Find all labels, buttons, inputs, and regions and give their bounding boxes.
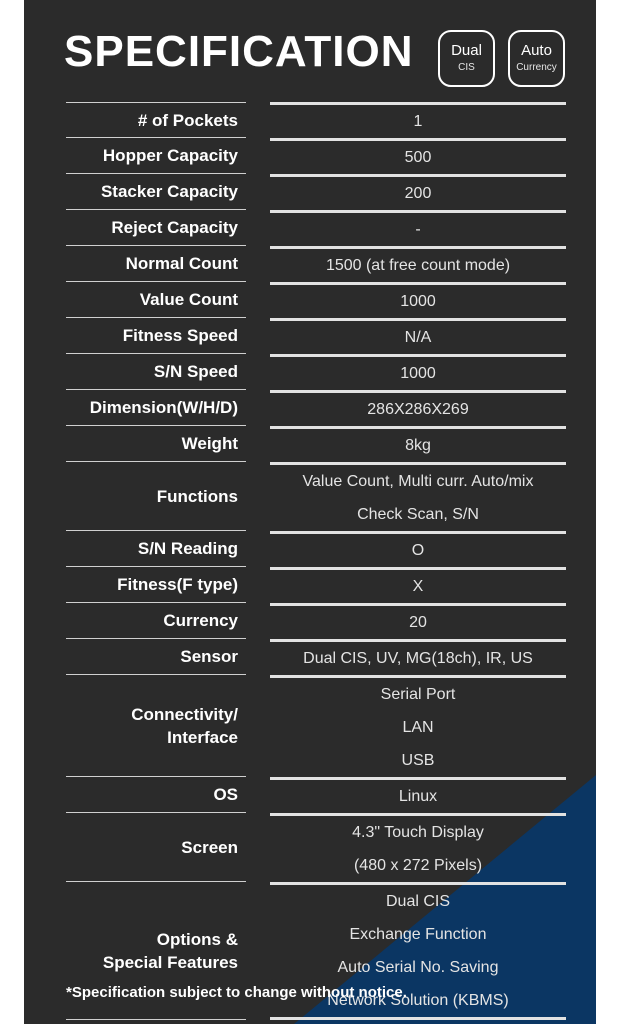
- spec-value: [270, 603, 566, 639]
- spec-value-line: X: [412, 578, 424, 595]
- spec-label-line: Options &: [156, 929, 238, 949]
- spec-row: [66, 639, 566, 675]
- spec-label-line: Functions: [156, 486, 238, 506]
- spec-value: [270, 567, 566, 603]
- spec-row: [66, 138, 566, 174]
- spec-value-line: 286X286X269: [367, 401, 469, 418]
- badge-main: Auto: [521, 42, 552, 59]
- spec-value: [270, 210, 566, 246]
- spec-label-line: Weight: [181, 434, 238, 453]
- spec-value: [270, 462, 566, 531]
- spec-value-line: Dual CIS: [385, 893, 451, 910]
- spec-label: [66, 813, 246, 882]
- spec-label-line: Value Count: [139, 290, 238, 309]
- spec-label-line: Reject Capacity: [111, 218, 238, 237]
- spec-row: [66, 675, 566, 777]
- spec-value-line: 1: [413, 113, 423, 130]
- spec-label: [66, 138, 246, 174]
- spec-label: [66, 246, 246, 282]
- spec-label: [66, 318, 246, 354]
- spec-label: [66, 282, 246, 318]
- page-title: SPECIFICATION: [64, 27, 414, 76]
- spec-value: [270, 102, 566, 138]
- spec-value: [270, 531, 566, 567]
- spec-label-line: Stacker Capacity: [100, 182, 238, 201]
- auto-currency-badge: [508, 30, 565, 87]
- spec-label: [66, 102, 246, 138]
- spec-label: [66, 210, 246, 246]
- spec-label-line: Sensor: [180, 647, 238, 666]
- spec-value-line: 1000: [400, 365, 436, 382]
- spec-row: [66, 531, 566, 567]
- spec-value: [270, 426, 566, 462]
- spec-value-line: Auto Serial No. Saving: [337, 959, 499, 976]
- spec-value: [270, 318, 566, 354]
- spec-value-line: O: [411, 542, 425, 559]
- spec-value-line: Dual CIS, UV, MG(18ch), IR, US: [303, 650, 533, 667]
- spec-row: [66, 462, 566, 531]
- spec-row: [66, 210, 566, 246]
- spec-row: [66, 603, 566, 639]
- spec-value: [270, 174, 566, 210]
- spec-row: [66, 567, 566, 603]
- spec-value-line: Linux: [398, 788, 438, 805]
- spec-value-line: 1000: [400, 293, 436, 310]
- spec-value: [270, 777, 566, 813]
- spec-label: [66, 354, 246, 390]
- spec-value: [270, 675, 566, 777]
- spec-label-line: Normal Count: [125, 254, 238, 273]
- spec-label: [66, 390, 246, 426]
- spec-label: [66, 675, 246, 777]
- dual-cis-badge: [438, 30, 495, 87]
- spec-label: [66, 603, 246, 639]
- spec-value-line: 8kg: [405, 437, 431, 454]
- spec-value: [270, 639, 566, 675]
- spec-value: [270, 813, 566, 882]
- spec-row: [66, 318, 566, 354]
- spec-value-line: 200: [404, 185, 432, 202]
- spec-panel: [24, 0, 596, 1024]
- spec-value-line: 1500 (at free count mode): [325, 257, 511, 274]
- spec-value-line: 20: [409, 614, 427, 631]
- badge-main: Dual: [451, 42, 482, 59]
- spec-table: [66, 102, 566, 1020]
- spec-row: [66, 813, 566, 882]
- spec-value: [270, 138, 566, 174]
- spec-value-line: N/A: [404, 329, 432, 346]
- spec-value-line: 500: [404, 149, 432, 166]
- spec-value-line: USB: [401, 752, 435, 769]
- spec-value-line: (480 x 272 Pixels): [353, 857, 483, 874]
- spec-label-line: Screen: [181, 837, 238, 857]
- spec-value-line: Check Scan, S/N: [357, 506, 479, 523]
- spec-label: [66, 639, 246, 675]
- spec-label: [66, 567, 246, 603]
- spec-value: [270, 390, 566, 426]
- spec-value: [270, 246, 566, 282]
- footnote: *Specification subject to change without notice.: [66, 984, 407, 1001]
- spec-value-line: -: [415, 221, 421, 238]
- spec-value-line: Value Count, Multi curr. Auto/mix: [302, 473, 534, 490]
- spec-label: [66, 777, 246, 813]
- spec-row: [66, 282, 566, 318]
- spec-label-line: OS: [213, 785, 238, 804]
- spec-value: [270, 282, 566, 318]
- spec-label: [66, 174, 246, 210]
- spec-label-line: Dimension(W/H/D): [89, 398, 238, 417]
- spec-row: [66, 390, 566, 426]
- spec-row: [66, 102, 566, 138]
- spec-label-line: # of Pockets: [137, 110, 238, 130]
- spec-row: [66, 354, 566, 390]
- badge-sub: CIS: [458, 62, 475, 73]
- spec-value-line: Exchange Function: [349, 926, 487, 943]
- spec-label: [66, 426, 246, 462]
- spec-label-line: Fitness(F type): [117, 575, 238, 594]
- spec-row: [66, 426, 566, 462]
- spec-value-line: Serial Port: [380, 686, 456, 703]
- badge-sub: Currency: [516, 62, 557, 73]
- spec-label-line: Special Features: [102, 952, 238, 972]
- spec-value-line: 4.3" Touch Display: [352, 824, 484, 841]
- spec-row: [66, 174, 566, 210]
- spec-label-line: Currency: [163, 611, 238, 630]
- spec-label: [66, 531, 246, 567]
- spec-label-line: Interface: [167, 727, 238, 747]
- spec-value-line: LAN: [402, 719, 434, 736]
- spec-label-line: Connectivity/: [131, 704, 238, 724]
- spec-value: [270, 354, 566, 390]
- spec-label-line: S/N Reading: [137, 539, 238, 558]
- spec-label-line: Hopper Capacity: [102, 146, 238, 165]
- spec-label-line: Fitness Speed: [122, 326, 238, 345]
- spec-row: [66, 246, 566, 282]
- spec-value-line: Network Solution (KBMS): [327, 992, 509, 1009]
- spec-row: [66, 777, 566, 813]
- spec-label: [66, 462, 246, 531]
- spec-label-line: S/N Speed: [153, 362, 238, 381]
